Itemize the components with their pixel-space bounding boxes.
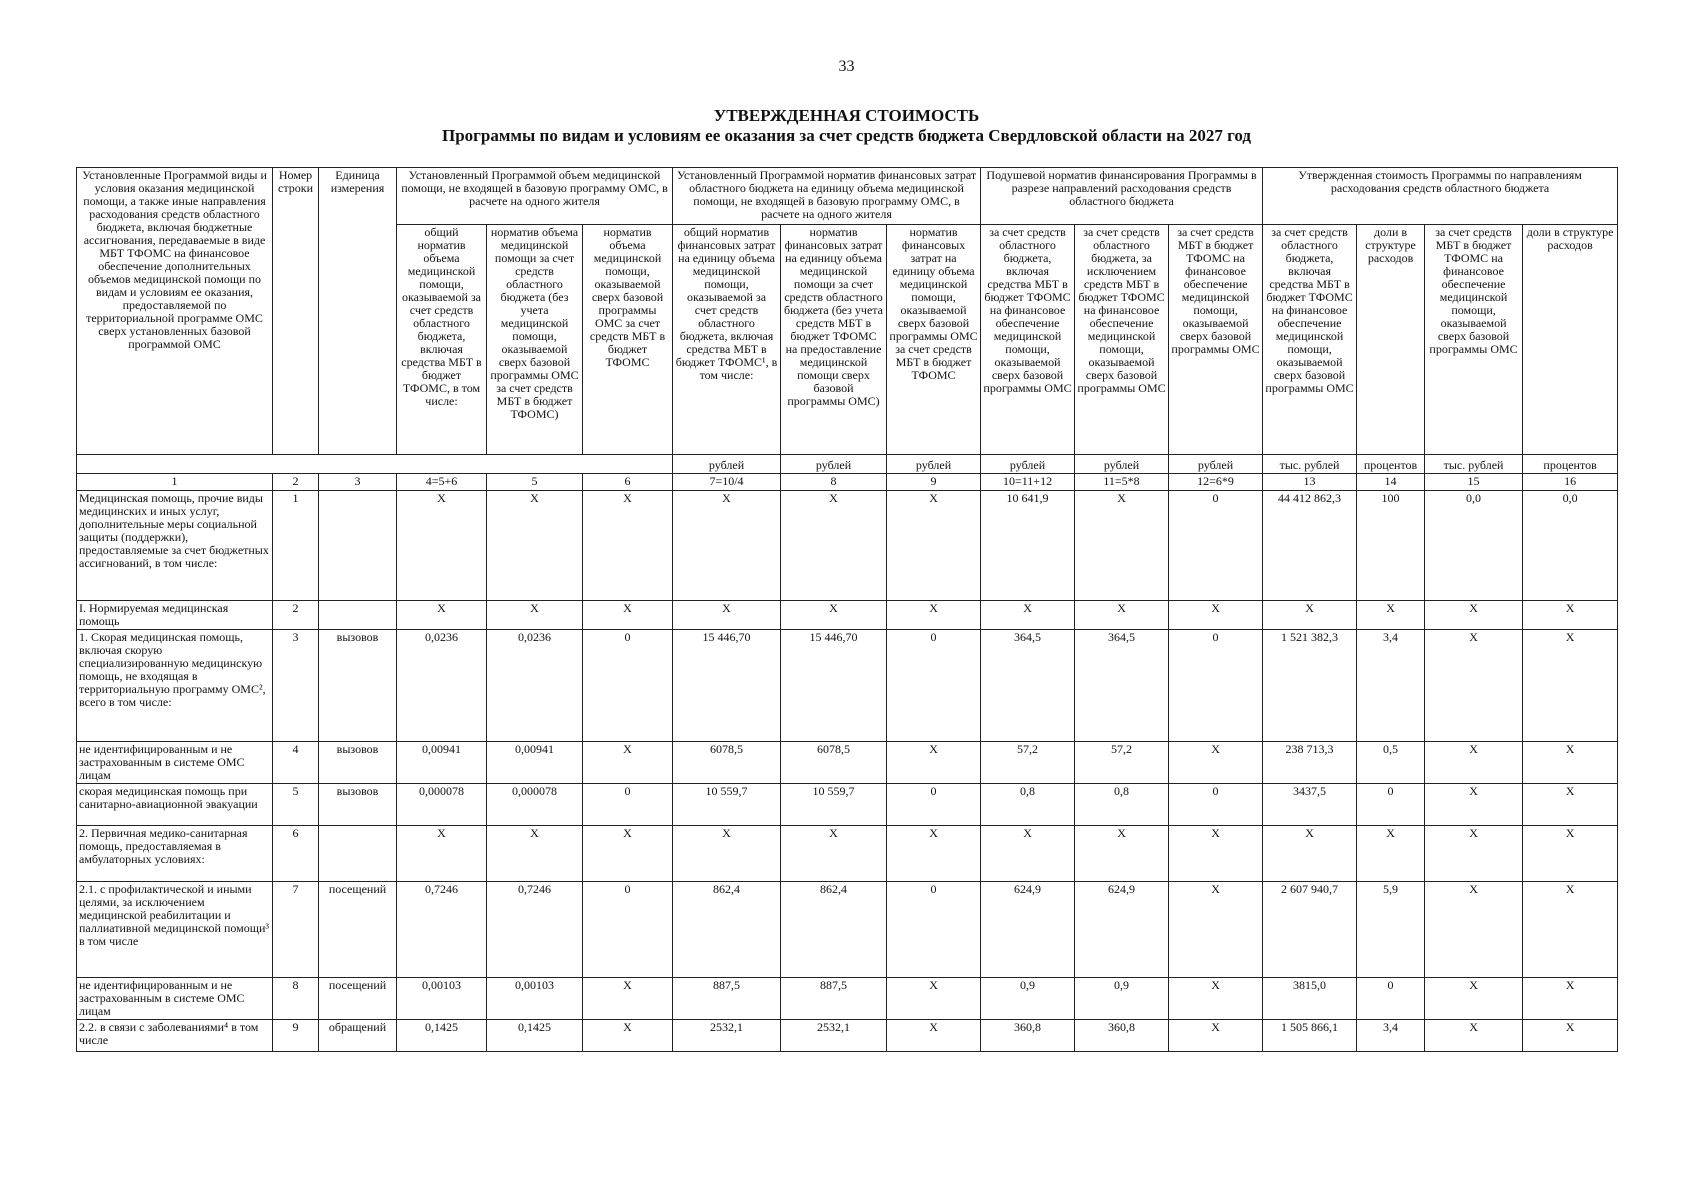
unit-label: рублей (1169, 455, 1263, 474)
header-sub: за счет средств областного бюджета, включая средства МБТ в бюджет ТФОМС на финансовое обеспечение медицинской помощи, оказываемой сверх базовой программы ОМС (981, 225, 1075, 455)
row-value: 0,1425 (397, 1020, 487, 1052)
header-sub: за счет средств областного бюджета, за исключением средств МБТ в бюджет ТФОМС на финансовое обеспечение медицинской помощи, оказываемой сверх базовой программы ОМС (1075, 225, 1169, 455)
row-value: 0,0 (1523, 491, 1618, 601)
row-value: 364,5 (1075, 630, 1169, 742)
row-value: 360,8 (981, 1020, 1075, 1052)
header-sub: доли в структуре расходов (1357, 225, 1425, 455)
row-value: 0 (1169, 491, 1263, 601)
header-col-description: Установленные Программой виды и условия оказания медицинской помощи, а также иные направления расходования средств областного бюджета, включая бюджетные ассигнования, передаваемые в виде МБТ ТФОМС на финансовое обеспечение дополнительных объемов медицинской помощи по видам и условиям ее оказания, предоставляемой по территориальной программе ОМС сверх установленных базовой программой ОМС (77, 168, 273, 455)
row-value: 0 (1357, 784, 1425, 826)
row-value: 1 521 382,3 (1263, 630, 1357, 742)
row-number: 5 (273, 784, 319, 826)
row-number: 1 (273, 491, 319, 601)
column-number: 8 (781, 474, 887, 491)
row-value: 2 607 940,7 (1263, 882, 1357, 978)
row-value: 624,9 (981, 882, 1075, 978)
row-value: 0,7246 (487, 882, 583, 978)
table-row (77, 784, 1618, 826)
row-value: 887,5 (781, 978, 887, 1020)
row-value: 57,2 (981, 742, 1075, 784)
unit-label: тыс. рублей (1263, 455, 1357, 474)
unit-label: процентов (1357, 455, 1425, 474)
column-number: 10=11+12 (981, 474, 1075, 491)
column-number: 5 (487, 474, 583, 491)
row-value: 0,8 (981, 784, 1075, 826)
row-unit: вызовов (319, 784, 397, 826)
row-value: 0,8 (1075, 784, 1169, 826)
row-value: 360,8 (1075, 1020, 1169, 1052)
row-value: 5,9 (1357, 882, 1425, 978)
row-value: 0,9 (1075, 978, 1169, 1020)
row-value: 0,00941 (397, 742, 487, 784)
row-value: 0 (583, 882, 673, 978)
row-value: 57,2 (1075, 742, 1169, 784)
row-value: X (1425, 978, 1523, 1020)
row-value: 0,7246 (397, 882, 487, 978)
row-value: X (397, 601, 487, 630)
row-value: X (1169, 826, 1263, 882)
row-unit: обращений (319, 1020, 397, 1052)
row-label: Медицинская помощь, прочие виды медицинских и иных услуг, дополнительные меры социальной защиты (поддержки), предоставляемые за счет бюджетных ассигнований, в том числе: (77, 491, 273, 601)
row-value: X (1523, 882, 1618, 978)
row-value: X (1169, 601, 1263, 630)
row-value: X (887, 491, 981, 601)
header-sub: общий норматив финансовых затрат на единицу объема медицинской помощи, оказываемой за счет средств областного бюджета, включая средства МБТ в бюджет ТФОМС¹, в том числе: (673, 225, 781, 455)
unit-label: рублей (887, 455, 981, 474)
row-value: 15 446,70 (673, 630, 781, 742)
row-value: 0 (887, 630, 981, 742)
row-value: X (781, 826, 887, 882)
row-value: X (583, 826, 673, 882)
unit-label: рублей (981, 455, 1075, 474)
row-value: X (487, 826, 583, 882)
row-value: X (673, 826, 781, 882)
header-sub: за счет средств МБТ в бюджет ТФОМС на финансовое обеспечение медицинской помощи, оказываемой сверх базовой программы ОМС (1169, 225, 1263, 455)
column-number: 13 (1263, 474, 1357, 491)
row-value: 3,4 (1357, 1020, 1425, 1052)
row-value: 2532,1 (673, 1020, 781, 1052)
row-value: 887,5 (673, 978, 781, 1020)
row-value: X (1075, 491, 1169, 601)
row-value: X (981, 601, 1075, 630)
row-value: X (1523, 1020, 1618, 1052)
header-group-cost-norm: Установленный Программой норматив финансовых затрат областного бюджета на единицу объема медицинской помощи, не входящей в базовую программу ОМС, в расчете на одного жителя (673, 168, 981, 225)
row-value: 0,0236 (487, 630, 583, 742)
unit-label: рублей (781, 455, 887, 474)
column-number: 6 (583, 474, 673, 491)
row-value: 44 412 862,3 (1263, 491, 1357, 601)
row-value: 0,1425 (487, 1020, 583, 1052)
row-value: 6078,5 (673, 742, 781, 784)
row-number: 4 (273, 742, 319, 784)
header-row-units (77, 455, 1618, 474)
row-value: 1 505 866,1 (1263, 1020, 1357, 1052)
header-sub: общий норматив объема медицинской помощи, оказываемой за счет средств областного бюджета, включая средства МБТ в бюджет ТФОМС, в том числе: (397, 225, 487, 455)
header-sub: норматив финансовых затрат на единицу объема медицинской помощи за счет средств областного бюджета (без учета средств МБТ в бюджет ТФОМС на предоставление медицинской помощи сверх базовой программы ОМС) (781, 225, 887, 455)
row-value: 0 (583, 630, 673, 742)
page-number: 33 (838, 58, 855, 75)
header-row-column-numbers (77, 474, 1618, 491)
row-label: не идентифицированным и не застрахованным в системе ОМС лицам (77, 742, 273, 784)
row-value: X (1425, 826, 1523, 882)
row-value: X (1357, 601, 1425, 630)
row-value: X (583, 491, 673, 601)
row-value: X (781, 491, 887, 601)
row-unit: вызовов (319, 742, 397, 784)
row-value: X (1523, 742, 1618, 784)
unit-label: рублей (673, 455, 781, 474)
row-value: 0,00103 (487, 978, 583, 1020)
row-value: 2532,1 (781, 1020, 887, 1052)
table-row (77, 882, 1618, 978)
row-value: 0,000078 (397, 784, 487, 826)
row-label: I. Нормируемая медицинская помощь (77, 601, 273, 630)
row-value: X (1263, 601, 1357, 630)
row-number: 8 (273, 978, 319, 1020)
row-value: X (781, 601, 887, 630)
row-value: 0,9 (981, 978, 1075, 1020)
unit-label: процентов (1523, 455, 1618, 474)
row-value: X (1425, 601, 1523, 630)
row-value: X (1075, 601, 1169, 630)
header-row-groups (77, 168, 1618, 225)
row-value: X (887, 601, 981, 630)
row-value: 15 446,70 (781, 630, 887, 742)
unit-label: рублей (1075, 455, 1169, 474)
table-row (77, 491, 1618, 601)
row-value: X (981, 826, 1075, 882)
header-sub: норматив объема медицинской помощи, оказываемой сверх базовой программы ОМС за счет средств МБТ в бюджет ТФОМС (583, 225, 673, 455)
row-value: 0 (583, 784, 673, 826)
row-value: X (887, 742, 981, 784)
row-value: X (583, 978, 673, 1020)
cost-table (76, 167, 1618, 1052)
row-value: 862,4 (781, 882, 887, 978)
row-value: 100 (1357, 491, 1425, 601)
row-value: 0,0236 (397, 630, 487, 742)
row-number: 2 (273, 601, 319, 630)
row-label: скорая медицинская помощь при санитарно-авиационной эвакуации (77, 784, 273, 826)
column-number: 7=10/4 (673, 474, 781, 491)
row-value: X (1169, 978, 1263, 1020)
row-label: не идентифицированным и не застрахованным в системе ОМС лицам (77, 978, 273, 1020)
table-row (77, 826, 1618, 882)
header-sub: норматив финансовых затрат на единицу объема медицинской помощи, оказываемой сверх базовой программы ОМС за счет средств МБТ в бюджет ТФОМС (887, 225, 981, 455)
row-value: 3,4 (1357, 630, 1425, 742)
row-value: 0 (887, 784, 981, 826)
row-value: 0 (1357, 978, 1425, 1020)
row-label: 2. Первичная медико-санитарная помощь, предоставляемая в амбулаторных условиях: (77, 826, 273, 882)
header-group-volume: Установленный Программой объем медицинской помощи, не входящей в базовую программу ОМС, в расчете на одного жителя (397, 168, 673, 225)
row-value: 10 641,9 (981, 491, 1075, 601)
row-unit (319, 601, 397, 630)
row-value: X (487, 491, 583, 601)
row-label: 1. Скорая медицинская помощь, включая скорую специализированную медицинскую помощь, не входящая в территориальную программу ОМС², всего в том числе: (77, 630, 273, 742)
row-value: 364,5 (981, 630, 1075, 742)
row-value: X (1169, 882, 1263, 978)
header-col-row-number: Номер строки (273, 168, 319, 455)
header-sub: норматив объема медицинской помощи за счет средств областного бюджета (без учета медицинской помощи, оказываемой сверх базовой программы ОМС за счет средств МБТ в бюджет ТФОМС) (487, 225, 583, 455)
row-value: X (1425, 630, 1523, 742)
row-value: X (673, 601, 781, 630)
row-number: 3 (273, 630, 319, 742)
column-number: 12=6*9 (1169, 474, 1263, 491)
row-value: 10 559,7 (781, 784, 887, 826)
column-number: 3 (319, 474, 397, 491)
row-value: X (583, 601, 673, 630)
row-value: X (1425, 882, 1523, 978)
row-unit (319, 491, 397, 601)
column-number: 2 (273, 474, 319, 491)
row-value: 6078,5 (781, 742, 887, 784)
row-unit: посещений (319, 882, 397, 978)
row-value: 0 (887, 882, 981, 978)
header-group-approved-cost: Утвержденная стоимость Программы по направлениям расходования средств областного бюджета (1263, 168, 1618, 225)
row-value: X (397, 491, 487, 601)
row-value: 0,5 (1357, 742, 1425, 784)
row-number: 7 (273, 882, 319, 978)
row-value: X (887, 826, 981, 882)
row-value: 10 559,7 (673, 784, 781, 826)
row-unit (319, 826, 397, 882)
row-unit: посещений (319, 978, 397, 1020)
header-group-per-capita: Подушевой норматив финансирования Программы в разрезе направлений расходования средств областного бюджета (981, 168, 1263, 225)
table-row (77, 601, 1618, 630)
row-value: X (1075, 826, 1169, 882)
row-value: 0 (1169, 784, 1263, 826)
row-value: 0,00941 (487, 742, 583, 784)
column-number: 4=5+6 (397, 474, 487, 491)
row-value: X (1425, 784, 1523, 826)
document-title: УТВЕРЖДЕННАЯ СТОИМОСТЬ (713, 106, 980, 125)
row-value: X (1523, 978, 1618, 1020)
row-value: X (1169, 742, 1263, 784)
column-number: 1 (77, 474, 273, 491)
row-value: X (673, 491, 781, 601)
document-subtitle: Программы по видам и условиям ее оказания за счет средств бюджета Свердловской области на 2027 год (441, 126, 1251, 145)
row-number: 6 (273, 826, 319, 882)
row-value: 3437,5 (1263, 784, 1357, 826)
row-value: X (397, 826, 487, 882)
header-sub: за счет средств МБТ в бюджет ТФОМС на финансовое обеспечение медицинской помощи, оказываемой сверх базовой программы ОМС (1425, 225, 1523, 455)
row-value: X (887, 978, 981, 1020)
row-value: X (1523, 784, 1618, 826)
header-sub: доли в структуре расходов (1523, 225, 1618, 455)
row-value: X (1425, 1020, 1523, 1052)
row-value: X (487, 601, 583, 630)
unit-label: тыс. рублей (1425, 455, 1523, 474)
row-value: X (1523, 826, 1618, 882)
row-value: 862,4 (673, 882, 781, 978)
row-value: X (887, 1020, 981, 1052)
table-row (77, 1020, 1618, 1052)
header-sub: за счет средств областного бюджета, включая средства МБТ в бюджет ТФОМС на финансовое обеспечение медицинской помощи, оказываемой сверх базовой программы ОМС (1263, 225, 1357, 455)
row-value: X (1523, 601, 1618, 630)
row-value: X (583, 742, 673, 784)
units-spacer (77, 455, 673, 474)
row-value: 0 (1169, 630, 1263, 742)
row-value: 0,000078 (487, 784, 583, 826)
column-number: 9 (887, 474, 981, 491)
row-number: 9 (273, 1020, 319, 1052)
row-value: 238 713,3 (1263, 742, 1357, 784)
row-unit: вызовов (319, 630, 397, 742)
row-value: 624,9 (1075, 882, 1169, 978)
row-label: 2.2. в связи с заболеваниями⁴ в том числе (77, 1020, 273, 1052)
row-value: X (1357, 826, 1425, 882)
row-value: X (583, 1020, 673, 1052)
row-value: 0,00103 (397, 978, 487, 1020)
row-label: 2.1. с профилактической и иными целями, за исключением медицинской реабилитации и паллиативной медицинской помощи³ в том числе (77, 882, 273, 978)
row-value: 0,0 (1425, 491, 1523, 601)
row-value: 3815,0 (1263, 978, 1357, 1020)
row-value: X (1263, 826, 1357, 882)
row-value: X (1523, 630, 1618, 742)
row-value: X (1425, 742, 1523, 784)
header-col-unit: Единица измерения (319, 168, 397, 455)
table-row (77, 630, 1618, 742)
column-number: 14 (1357, 474, 1425, 491)
column-number: 15 (1425, 474, 1523, 491)
table-row (77, 742, 1618, 784)
column-number: 16 (1523, 474, 1618, 491)
table-row (77, 978, 1618, 1020)
row-value: X (1169, 1020, 1263, 1052)
column-number: 11=5*8 (1075, 474, 1169, 491)
